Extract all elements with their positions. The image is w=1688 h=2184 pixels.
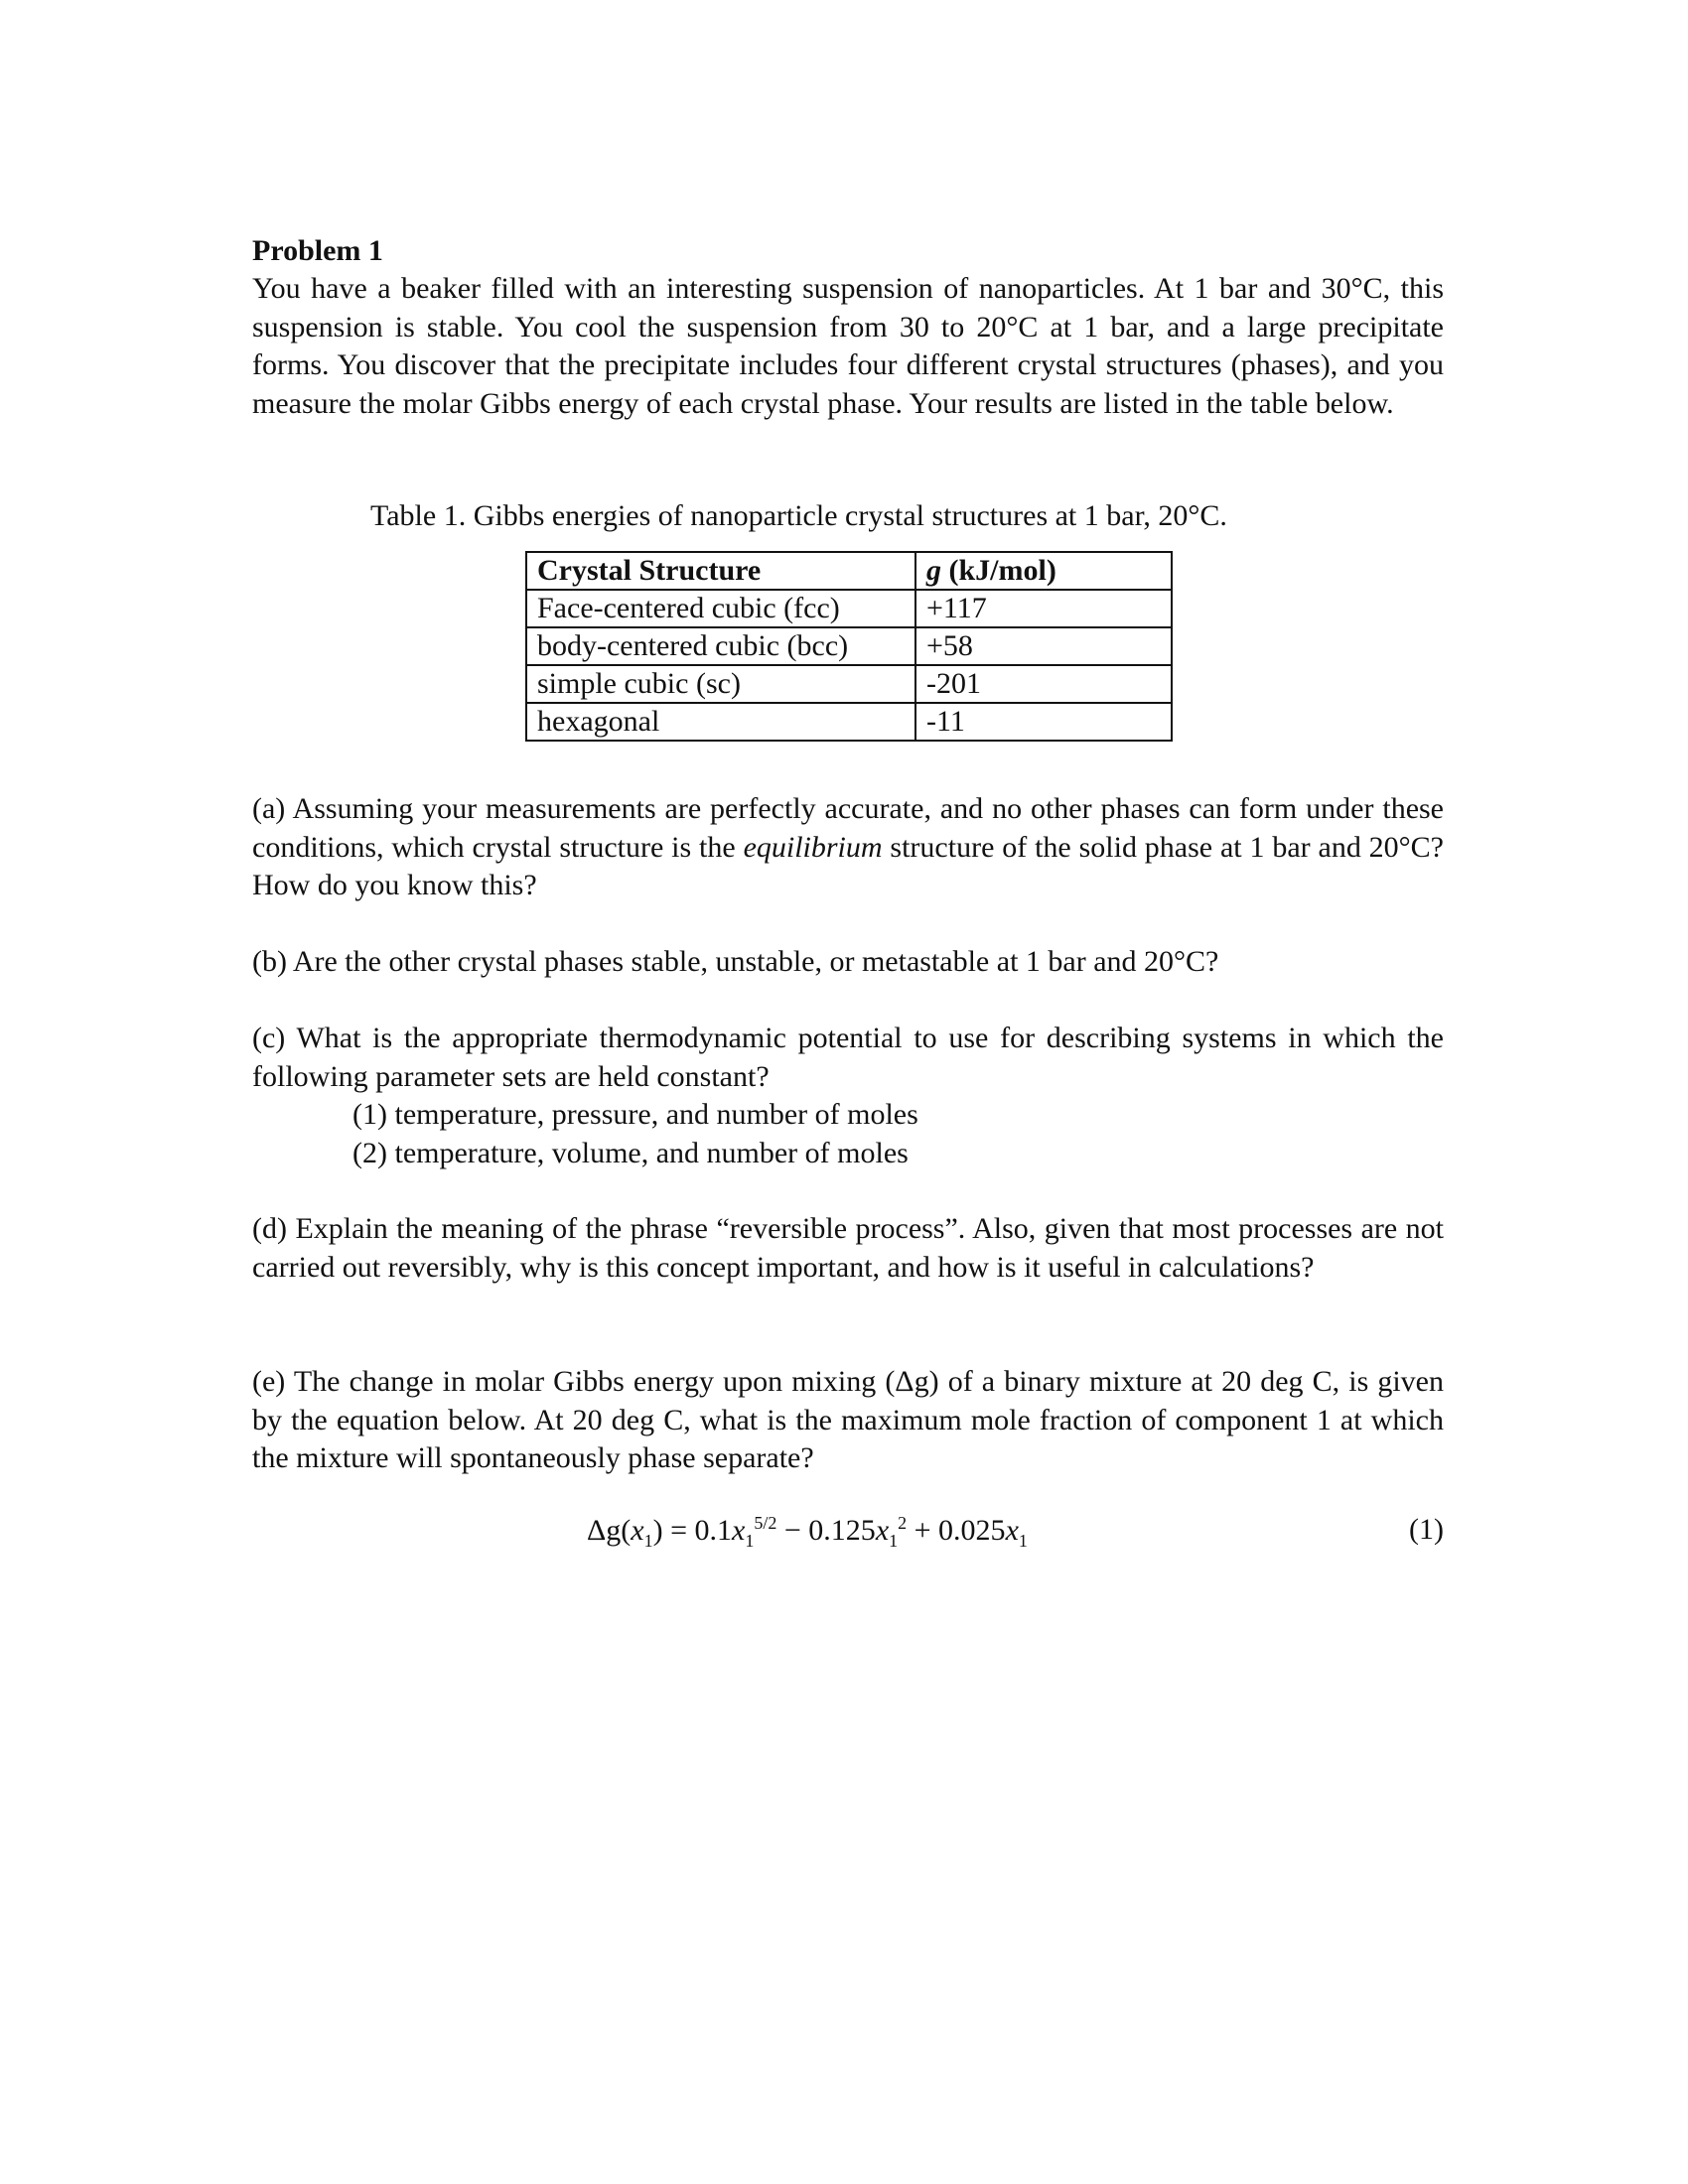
- header-gibbs-energy: [915, 552, 1172, 590]
- question-d: (d) Explain the meaning of the phrase “reversible process”. Also, given that most processes are not carried out reversibly, why is this concept important, and how is it useful in calculations?: [252, 1212, 1444, 1284]
- table-row: [526, 703, 1172, 741]
- equation-lhs: Δg: [587, 1514, 622, 1547]
- equation-sub: 1: [889, 1531, 899, 1551]
- header-crystal-structure: Crystal Structure: [526, 552, 915, 590]
- question-e: (e) The change in molar Gibbs energy upon mixing (Δg) of a binary mixture at 20 deg C, is given by the equation below. At 20 deg C, what is the maximum mole fraction of component 1 at which the mixture will spontaneously phase separate?: [252, 1365, 1444, 1474]
- equation-expression: $\Delta g(x_1) = 0.1x_1^{5/2} - 0.125x_1^2 + 0.025x_1$: [587, 1513, 1028, 1551]
- table-caption: Table 1. Gibbs energies of nanoparticle crystal structures at 1 bar, 20°C.: [370, 499, 1227, 532]
- equation-exponent-2: 2: [898, 1513, 908, 1533]
- document-page: [252, 232, 1444, 1551]
- question-a-text-1: (a) Assuming your measurements are perfectly accurate, and no other phases can form under these conditions, which crystal structure is the: [252, 792, 1444, 864]
- energy-cell: -11: [915, 703, 1172, 741]
- question-a-text-2: structure of the solid phase at 1 bar and 20°C? How do you know this?: [252, 830, 1444, 901]
- equation-term-3: + 0.025: [907, 1514, 1006, 1547]
- energy-cell: -201: [915, 665, 1172, 703]
- header-g-units: (kJ/mol): [941, 554, 1056, 587]
- problem-title: Problem 1: [252, 234, 383, 267]
- equation-var: x: [732, 1514, 746, 1547]
- table-row: [526, 590, 1172, 627]
- question-a-emphasis: equilibrium: [743, 830, 883, 864]
- question-c-item-2: (2) temperature, volume, and number of moles: [352, 1137, 909, 1169]
- gibbs-mixing-equation: [252, 1513, 1444, 1559]
- equation-var: x: [1005, 1514, 1019, 1547]
- question-c-item-1: (1) temperature, pressure, and number of moles: [352, 1098, 918, 1131]
- equation-sub: 1: [1018, 1531, 1028, 1551]
- equation-exponent-1: 5/2: [754, 1513, 777, 1533]
- equation-sub: 1: [745, 1531, 755, 1551]
- question-c: (c) What is the appropriate thermodynamic potential to use for describing systems in which the following parameter sets are held constant?: [252, 1022, 1444, 1093]
- equation-var: x: [631, 1514, 644, 1547]
- structure-cell: hexagonal: [526, 703, 915, 741]
- energy-cell: +117: [915, 590, 1172, 627]
- equation-term-2: − 0.125: [776, 1514, 876, 1547]
- energy-cell: +58: [915, 627, 1172, 665]
- header-g-symbol: g: [926, 554, 941, 587]
- table-row: [526, 665, 1172, 703]
- gibbs-energy-table: [525, 551, 1173, 742]
- equation-number: (1): [1409, 1513, 1444, 1546]
- question-b: (b) Are the other crystal phases stable, unstable, or metastable at 1 bar and 20°C?: [252, 945, 1219, 978]
- question-a: [252, 790, 1444, 905]
- equation-sub: 1: [643, 1531, 653, 1551]
- equation-var: x: [875, 1514, 890, 1547]
- table-row: [526, 627, 1172, 665]
- equation-term-1: = 0.1: [662, 1514, 733, 1547]
- table-header-row: [526, 552, 1172, 590]
- problem-intro: You have a beaker filled with an interesting suspension of nanoparticles. At 1 bar and 30°C, this suspension is stable. You cool the suspension from 30 to 20°C at 1 bar, and a large precipitate forms. You discover that the precipitate includes four different crystal structures (phases), and you measure the molar Gibbs energy of each crystal phase. Your results are listed in the table below.: [252, 272, 1444, 420]
- structure-cell: body-centered cubic (bcc): [526, 627, 915, 665]
- structure-cell: simple cubic (sc): [526, 665, 915, 703]
- structure-cell: Face-centered cubic (fcc): [526, 590, 915, 627]
